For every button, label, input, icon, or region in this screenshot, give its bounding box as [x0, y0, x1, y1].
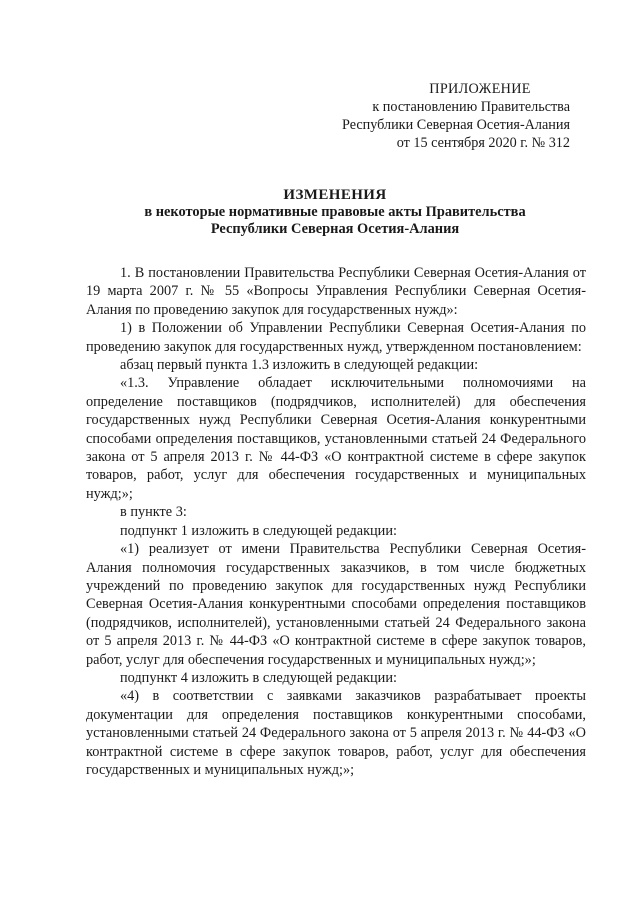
appendix-line-3: от 15 сентября 2020 г. № 312 — [396, 135, 570, 151]
heading-subtitle-2: Республики Северная Осетия-Алания — [210, 221, 460, 237]
appendix-block — [320, 80, 570, 152]
paragraph-1: 1. В постановлении Правительства Республики Северная Осетия-Алания от 19 марта 2007 г. № 55 «Вопросы Управления Республики Северная Осетия-Алания по проведению закупок для государственных нужд»: — [86, 265, 586, 318]
document-body — [86, 264, 586, 779]
paragraph-5: в пункте 3: — [120, 504, 187, 521]
paragraph-6: подпункт 1 изложить в следующей редакции: — [120, 522, 397, 539]
document-heading — [95, 187, 575, 238]
paragraph-7: «1) реализует от имени Правительства Республики Северная Осетия-Алания полномочия государственных заказчиков, в том числе бюджетных учреждений по проведению закупок для государственных нужд Республики Северная Осетия-Алания конкурентными способами определения поставщиков (подрядчиков, исполнителей), установленными статьей 24 Федерального закона от 5 апреля 2013 г. № 44-ФЗ «О контрактной системе в сфере закупок товаров, работ, услуг для обеспечения государственных и муниципальных нужд;»; — [86, 541, 586, 668]
heading-title: ИЗМЕНЕНИЯ — [283, 187, 387, 203]
heading-subtitle-1: в некоторые нормативные правовые акты Правительства — [144, 204, 526, 220]
appendix-line-1: к постановлению Правительства — [372, 99, 570, 115]
paragraph-4: «1.3. Управление обладает исключительными полномочиями на определение поставщиков (подрядчиков, исполнителей) для обеспечения государственных нужд Республики Северная Осетия-Алания конкурентными способами определения поставщиков, установленными статьей 24 Федерального закона от 5 апреля 2013 г. № 44-ФЗ «О контрактной системе в сфере закупок товаров, работ, услуг для обеспечения государственных и муниципальных нужд;»; — [86, 375, 586, 502]
paragraph-9: «4) в соответствии с заявками заказчиков разрабатывает проекты документации для определения поставщиков конкурентными способами, установленными статьей 24 Федерального закона от 5 апреля 2013 г. № 44-ФЗ «О контрактной системе в сфере закупок товаров, работ, услуг для обеспечения государственных и муниципальных нужд;»; — [86, 688, 586, 778]
appendix-title: ПРИЛОЖЕНИЕ — [429, 81, 531, 97]
appendix-line-2: Республики Северная Осетия-Алания — [341, 117, 570, 133]
paragraph-8: подпункт 4 изложить в следующей редакции: — [120, 669, 397, 686]
paragraph-3: абзац первый пункта 1.3 изложить в следующей редакции: — [120, 357, 479, 374]
paragraph-2: 1) в Положении об Управлении Республики Северная Осетия-Алания по проведению закупок для государственных нужд, утвержденном постановлением: — [86, 320, 586, 355]
